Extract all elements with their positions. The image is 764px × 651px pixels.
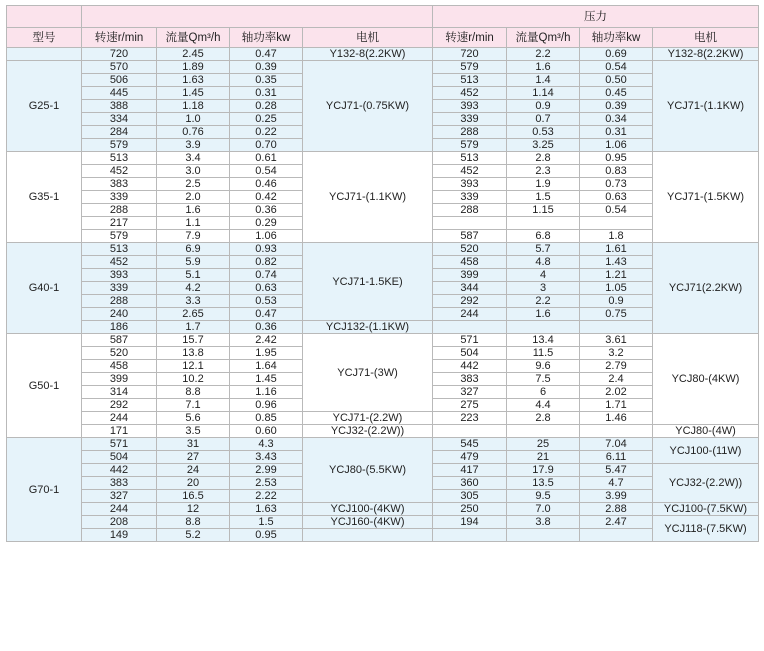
motor-cell: YCJ80-(5.5KW) <box>303 438 433 503</box>
flow-header-right: 流量Qm³/h <box>507 28 580 48</box>
speed-cell-right: 504 <box>433 347 507 360</box>
flow-cell: 8.8 <box>157 516 230 529</box>
power-cell-right: 1.46 <box>580 412 653 425</box>
flow-cell-right: 17.9 <box>507 464 580 477</box>
speed-cell-right: 288 <box>433 204 507 217</box>
speed-cell-right <box>433 529 507 542</box>
power-cell-right: 0.9 <box>580 295 653 308</box>
flow-cell-right: 3.25 <box>507 139 580 152</box>
flow-cell: 5.9 <box>157 256 230 269</box>
table-row <box>7 438 759 451</box>
motor-cell: YCJ100-(4KW) <box>303 503 433 516</box>
flow-cell: 0.76 <box>157 126 230 139</box>
flow-cell-right: 4 <box>507 269 580 282</box>
flow-cell: 2.0 <box>157 191 230 204</box>
speed-cell: 587 <box>82 334 157 347</box>
motor-cell-right: YCJ71(2.2KW) <box>653 243 759 334</box>
power-cell-right: 5.47 <box>580 464 653 477</box>
flow-cell: 1.63 <box>157 74 230 87</box>
flow-cell: 2.5 <box>157 178 230 191</box>
power-cell: 2.53 <box>230 477 303 490</box>
power-cell-right: 4.7 <box>580 477 653 490</box>
flow-cell: 2.65 <box>157 308 230 321</box>
speed-cell-right: 520 <box>433 243 507 256</box>
flow-cell: 3.4 <box>157 152 230 165</box>
group-left-header <box>82 6 433 28</box>
flow-cell: 1.1 <box>157 217 230 230</box>
flow-cell: 1.18 <box>157 100 230 113</box>
motor-cell-right: YCJ100-(7.5KW) <box>653 503 759 516</box>
power-cell: 2.99 <box>230 464 303 477</box>
speed-cell-right: 452 <box>433 165 507 178</box>
flow-cell: 15.7 <box>157 334 230 347</box>
flow-cell: 7.1 <box>157 399 230 412</box>
speed-cell-right <box>433 321 507 334</box>
motor-cell-right: Y132-8(2.2KW) <box>653 48 759 61</box>
power-cell-right: 0.50 <box>580 74 653 87</box>
power-cell-right: 6.11 <box>580 451 653 464</box>
flow-cell: 1.7 <box>157 321 230 334</box>
speed-cell-right: 194 <box>433 516 507 529</box>
speed-cell-right: 545 <box>433 438 507 451</box>
flow-cell-right: 2.2 <box>507 48 580 61</box>
motor-cell-right: YCJ71-(1.5KW) <box>653 152 759 243</box>
speed-cell: 288 <box>82 295 157 308</box>
motor-cell: YCJ32-(2.2W)) <box>303 425 433 438</box>
table-row <box>7 503 759 516</box>
speed-cell: 579 <box>82 230 157 243</box>
flow-cell: 5.1 <box>157 269 230 282</box>
speed-cell-right: 344 <box>433 282 507 295</box>
speed-cell-right: 250 <box>433 503 507 516</box>
speed-cell-right: 393 <box>433 178 507 191</box>
flow-cell-right: 3.8 <box>507 516 580 529</box>
flow-cell-right: 1.6 <box>507 308 580 321</box>
power-cell: 0.74 <box>230 269 303 282</box>
flow-cell: 6.9 <box>157 243 230 256</box>
flow-cell: 3.0 <box>157 165 230 178</box>
flow-cell: 1.6 <box>157 204 230 217</box>
power-cell-right <box>580 217 653 230</box>
flow-cell-right <box>507 217 580 230</box>
power-cell-right: 1.8 <box>580 230 653 243</box>
power-cell-right <box>580 321 653 334</box>
speed-cell-right <box>433 217 507 230</box>
power-header-right: 轴功率kw <box>580 28 653 48</box>
motor-cell-right: YCJ118-(7.5KW) <box>653 516 759 542</box>
flow-cell: 5.2 <box>157 529 230 542</box>
motor-cell: YCJ71-(3W) <box>303 334 433 412</box>
model-cell: G25-1 <box>7 61 82 152</box>
table-row <box>7 61 759 74</box>
power-cell-right: 0.34 <box>580 113 653 126</box>
flow-cell-right: 9.6 <box>507 360 580 373</box>
power-cell: 1.64 <box>230 360 303 373</box>
flow-cell-right: 6 <box>507 386 580 399</box>
motor-cell-right: YCJ80-(4W) <box>653 425 759 438</box>
flow-cell: 13.8 <box>157 347 230 360</box>
power-cell-right: 0.39 <box>580 100 653 113</box>
speed-cell: 513 <box>82 152 157 165</box>
table-row <box>7 152 759 165</box>
speed-cell: 284 <box>82 126 157 139</box>
speed-cell: 288 <box>82 204 157 217</box>
speed-cell: 388 <box>82 100 157 113</box>
speed-cell: 506 <box>82 74 157 87</box>
power-cell-right: 3.61 <box>580 334 653 347</box>
flow-cell-right: 5.7 <box>507 243 580 256</box>
flow-cell: 1.45 <box>157 87 230 100</box>
power-cell-right: 1.61 <box>580 243 653 256</box>
flow-cell: 1.0 <box>157 113 230 126</box>
speed-cell-right: 393 <box>433 100 507 113</box>
table-row <box>7 243 759 256</box>
table-row <box>7 412 759 425</box>
speed-cell: 339 <box>82 191 157 204</box>
power-cell: 1.63 <box>230 503 303 516</box>
power-cell: 0.93 <box>230 243 303 256</box>
flow-cell: 20 <box>157 477 230 490</box>
power-cell: 0.53 <box>230 295 303 308</box>
speed-cell: 393 <box>82 269 157 282</box>
motor-cell-right: YCJ71-(1.1KW) <box>653 61 759 152</box>
motor-cell-right: YCJ32-(2.2W)) <box>653 464 759 503</box>
table-row <box>7 529 759 542</box>
flow-cell-right: 0.9 <box>507 100 580 113</box>
speed-cell-right: 383 <box>433 373 507 386</box>
model-cell <box>7 48 82 61</box>
power-cell-right: 0.31 <box>580 126 653 139</box>
flow-cell: 3.3 <box>157 295 230 308</box>
speed-cell: 442 <box>82 464 157 477</box>
power-cell-right: 2.79 <box>580 360 653 373</box>
speed-cell-right: 288 <box>433 126 507 139</box>
table-row <box>7 48 759 61</box>
speed-cell: 571 <box>82 438 157 451</box>
motor-cell <box>303 529 433 542</box>
speed-cell-right: 513 <box>433 74 507 87</box>
power-cell: 0.39 <box>230 61 303 74</box>
power-cell-right: 2.02 <box>580 386 653 399</box>
motor-cell: YCJ71-1.5KE) <box>303 243 433 321</box>
power-cell-right: 1.43 <box>580 256 653 269</box>
flow-cell-right: 21 <box>507 451 580 464</box>
speed-header: 转速r/min <box>82 28 157 48</box>
flow-cell-right: 2.8 <box>507 152 580 165</box>
power-cell: 0.61 <box>230 152 303 165</box>
power-cell-right: 1.71 <box>580 399 653 412</box>
speed-cell-right: 452 <box>433 87 507 100</box>
flow-cell: 12.1 <box>157 360 230 373</box>
power-cell: 0.36 <box>230 321 303 334</box>
speed-cell: 720 <box>82 48 157 61</box>
flow-cell: 3.9 <box>157 139 230 152</box>
power-cell-right: 2.88 <box>580 503 653 516</box>
power-cell: 0.85 <box>230 412 303 425</box>
flow-cell-right: 1.9 <box>507 178 580 191</box>
speed-cell-right: 275 <box>433 399 507 412</box>
flow-cell-right: 6.8 <box>507 230 580 243</box>
flow-cell: 3.5 <box>157 425 230 438</box>
header-corner <box>7 6 82 28</box>
power-cell-right: 0.54 <box>580 204 653 217</box>
speed-cell: 171 <box>82 425 157 438</box>
speed-cell-right: 458 <box>433 256 507 269</box>
power-header: 轴功率kw <box>230 28 303 48</box>
speed-cell: 504 <box>82 451 157 464</box>
speed-cell: 314 <box>82 386 157 399</box>
flow-cell-right: 1.4 <box>507 74 580 87</box>
motor-cell: YCJ132-(1.1KW) <box>303 321 433 334</box>
speed-cell-right: 587 <box>433 230 507 243</box>
power-cell: 0.95 <box>230 529 303 542</box>
flow-cell: 4.2 <box>157 282 230 295</box>
power-cell: 0.28 <box>230 100 303 113</box>
power-cell-right: 0.83 <box>580 165 653 178</box>
speed-cell-right: 244 <box>433 308 507 321</box>
speed-cell-right: 579 <box>433 139 507 152</box>
flow-cell-right: 1.15 <box>507 204 580 217</box>
model-cell: G50-1 <box>7 334 82 438</box>
power-cell-right: 0.45 <box>580 87 653 100</box>
model-cell: G70-1 <box>7 438 82 542</box>
flow-cell-right <box>507 425 580 438</box>
motor-cell: YCJ71-(2.2W) <box>303 412 433 425</box>
column-header-row <box>7 28 759 48</box>
flow-cell-right: 2.8 <box>507 412 580 425</box>
speed-cell-right: 571 <box>433 334 507 347</box>
flow-cell-right <box>507 529 580 542</box>
flow-cell: 12 <box>157 503 230 516</box>
speed-cell-right <box>433 425 507 438</box>
flow-cell-right: 2.3 <box>507 165 580 178</box>
power-cell-right: 3.2 <box>580 347 653 360</box>
motor-header: 电机 <box>303 28 433 48</box>
speed-cell-right: 479 <box>433 451 507 464</box>
power-cell: 1.45 <box>230 373 303 386</box>
power-cell: 0.31 <box>230 87 303 100</box>
model-cell: G35-1 <box>7 152 82 243</box>
flow-cell: 31 <box>157 438 230 451</box>
speed-cell: 149 <box>82 529 157 542</box>
power-cell: 0.82 <box>230 256 303 269</box>
table-row <box>7 334 759 347</box>
speed-cell: 513 <box>82 243 157 256</box>
power-cell: 3.43 <box>230 451 303 464</box>
flow-cell-right: 1.5 <box>507 191 580 204</box>
flow-cell-right: 1.14 <box>507 87 580 100</box>
flow-cell-right: 13.4 <box>507 334 580 347</box>
table-row <box>7 425 759 438</box>
flow-cell: 7.9 <box>157 230 230 243</box>
power-cell: 0.46 <box>230 178 303 191</box>
power-cell: 0.47 <box>230 308 303 321</box>
flow-cell-right: 25 <box>507 438 580 451</box>
speed-cell: 452 <box>82 256 157 269</box>
power-cell: 0.63 <box>230 282 303 295</box>
speed-cell: 186 <box>82 321 157 334</box>
power-cell: 0.25 <box>230 113 303 126</box>
speed-cell-right: 292 <box>433 295 507 308</box>
motor-header-right: 电机 <box>653 28 759 48</box>
speed-cell: 445 <box>82 87 157 100</box>
power-cell-right <box>580 529 653 542</box>
speed-cell: 399 <box>82 373 157 386</box>
speed-cell-right: 360 <box>433 477 507 490</box>
power-cell: 1.06 <box>230 230 303 243</box>
pump-spec-table <box>6 5 759 542</box>
power-cell-right: 0.73 <box>580 178 653 191</box>
power-cell: 0.22 <box>230 126 303 139</box>
flow-cell-right: 3 <box>507 282 580 295</box>
flow-header: 流量Qm³/h <box>157 28 230 48</box>
flow-cell-right: 11.5 <box>507 347 580 360</box>
flow-cell: 1.89 <box>157 61 230 74</box>
speed-cell: 244 <box>82 503 157 516</box>
group-header-row <box>7 6 759 28</box>
model-header: 型号 <box>7 28 82 48</box>
motor-cell: YCJ71-(1.1KW) <box>303 152 433 243</box>
speed-cell: 208 <box>82 516 157 529</box>
power-cell-right: 3.99 <box>580 490 653 503</box>
power-cell-right: 0.75 <box>580 308 653 321</box>
motor-cell: YCJ160-(4KW) <box>303 516 433 529</box>
flow-cell-right: 2.2 <box>507 295 580 308</box>
speed-cell: 579 <box>82 139 157 152</box>
power-cell: 1.95 <box>230 347 303 360</box>
speed-cell: 570 <box>82 61 157 74</box>
speed-header-right: 转速r/min <box>433 28 507 48</box>
flow-cell-right: 0.53 <box>507 126 580 139</box>
speed-cell: 217 <box>82 217 157 230</box>
motor-cell: Y132-8(2.2KW) <box>303 48 433 61</box>
flow-cell-right: 7.5 <box>507 373 580 386</box>
power-cell: 0.60 <box>230 425 303 438</box>
power-cell-right: 1.05 <box>580 282 653 295</box>
speed-cell: 452 <box>82 165 157 178</box>
flow-cell: 16.5 <box>157 490 230 503</box>
speed-cell-right: 305 <box>433 490 507 503</box>
power-cell-right: 0.54 <box>580 61 653 74</box>
flow-cell-right: 0.7 <box>507 113 580 126</box>
flow-cell: 8.8 <box>157 386 230 399</box>
speed-cell: 383 <box>82 178 157 191</box>
flow-cell-right: 13.5 <box>507 477 580 490</box>
power-cell: 0.54 <box>230 165 303 178</box>
power-cell: 0.47 <box>230 48 303 61</box>
table-row <box>7 321 759 334</box>
speed-cell: 334 <box>82 113 157 126</box>
speed-cell-right: 579 <box>433 61 507 74</box>
speed-cell: 339 <box>82 282 157 295</box>
power-cell: 4.3 <box>230 438 303 451</box>
speed-cell: 327 <box>82 490 157 503</box>
power-cell: 0.42 <box>230 191 303 204</box>
power-cell: 0.96 <box>230 399 303 412</box>
power-cell: 0.70 <box>230 139 303 152</box>
speed-cell-right: 442 <box>433 360 507 373</box>
power-cell: 1.16 <box>230 386 303 399</box>
power-cell: 2.42 <box>230 334 303 347</box>
speed-cell-right: 339 <box>433 113 507 126</box>
speed-cell-right: 513 <box>433 152 507 165</box>
power-cell: 0.35 <box>230 74 303 87</box>
flow-cell: 27 <box>157 451 230 464</box>
power-cell-right: 2.47 <box>580 516 653 529</box>
model-cell: G40-1 <box>7 243 82 334</box>
speed-cell: 244 <box>82 412 157 425</box>
power-cell-right: 0.69 <box>580 48 653 61</box>
power-cell-right: 1.06 <box>580 139 653 152</box>
motor-cell: YCJ71-(0.75KW) <box>303 61 433 152</box>
flow-cell-right: 9.5 <box>507 490 580 503</box>
flow-cell: 5.6 <box>157 412 230 425</box>
flow-cell-right <box>507 321 580 334</box>
flow-cell-right: 1.6 <box>507 61 580 74</box>
flow-cell-right: 4.8 <box>507 256 580 269</box>
power-cell-right: 0.63 <box>580 191 653 204</box>
speed-cell-right: 720 <box>433 48 507 61</box>
speed-cell-right: 399 <box>433 269 507 282</box>
flow-cell-right: 7.0 <box>507 503 580 516</box>
power-cell-right <box>580 425 653 438</box>
speed-cell: 458 <box>82 360 157 373</box>
speed-cell: 292 <box>82 399 157 412</box>
power-cell-right: 1.21 <box>580 269 653 282</box>
motor-cell-right: YCJ80-(4KW) <box>653 334 759 425</box>
power-cell: 2.22 <box>230 490 303 503</box>
power-cell: 0.29 <box>230 217 303 230</box>
power-cell: 1.5 <box>230 516 303 529</box>
speed-cell: 240 <box>82 308 157 321</box>
speed-cell-right: 417 <box>433 464 507 477</box>
motor-cell-right: YCJ100-(11W) <box>653 438 759 464</box>
speed-cell-right: 339 <box>433 191 507 204</box>
speed-cell: 520 <box>82 347 157 360</box>
speed-cell-right: 327 <box>433 386 507 399</box>
flow-cell: 10.2 <box>157 373 230 386</box>
speed-cell-right: 223 <box>433 412 507 425</box>
group-right-header: 压力 <box>433 6 759 28</box>
power-cell-right: 2.4 <box>580 373 653 386</box>
power-cell: 0.36 <box>230 204 303 217</box>
power-cell-right: 7.04 <box>580 438 653 451</box>
power-cell-right: 0.95 <box>580 152 653 165</box>
speed-cell: 383 <box>82 477 157 490</box>
table-row <box>7 516 759 529</box>
flow-cell: 24 <box>157 464 230 477</box>
flow-cell: 2.45 <box>157 48 230 61</box>
flow-cell-right: 4.4 <box>507 399 580 412</box>
